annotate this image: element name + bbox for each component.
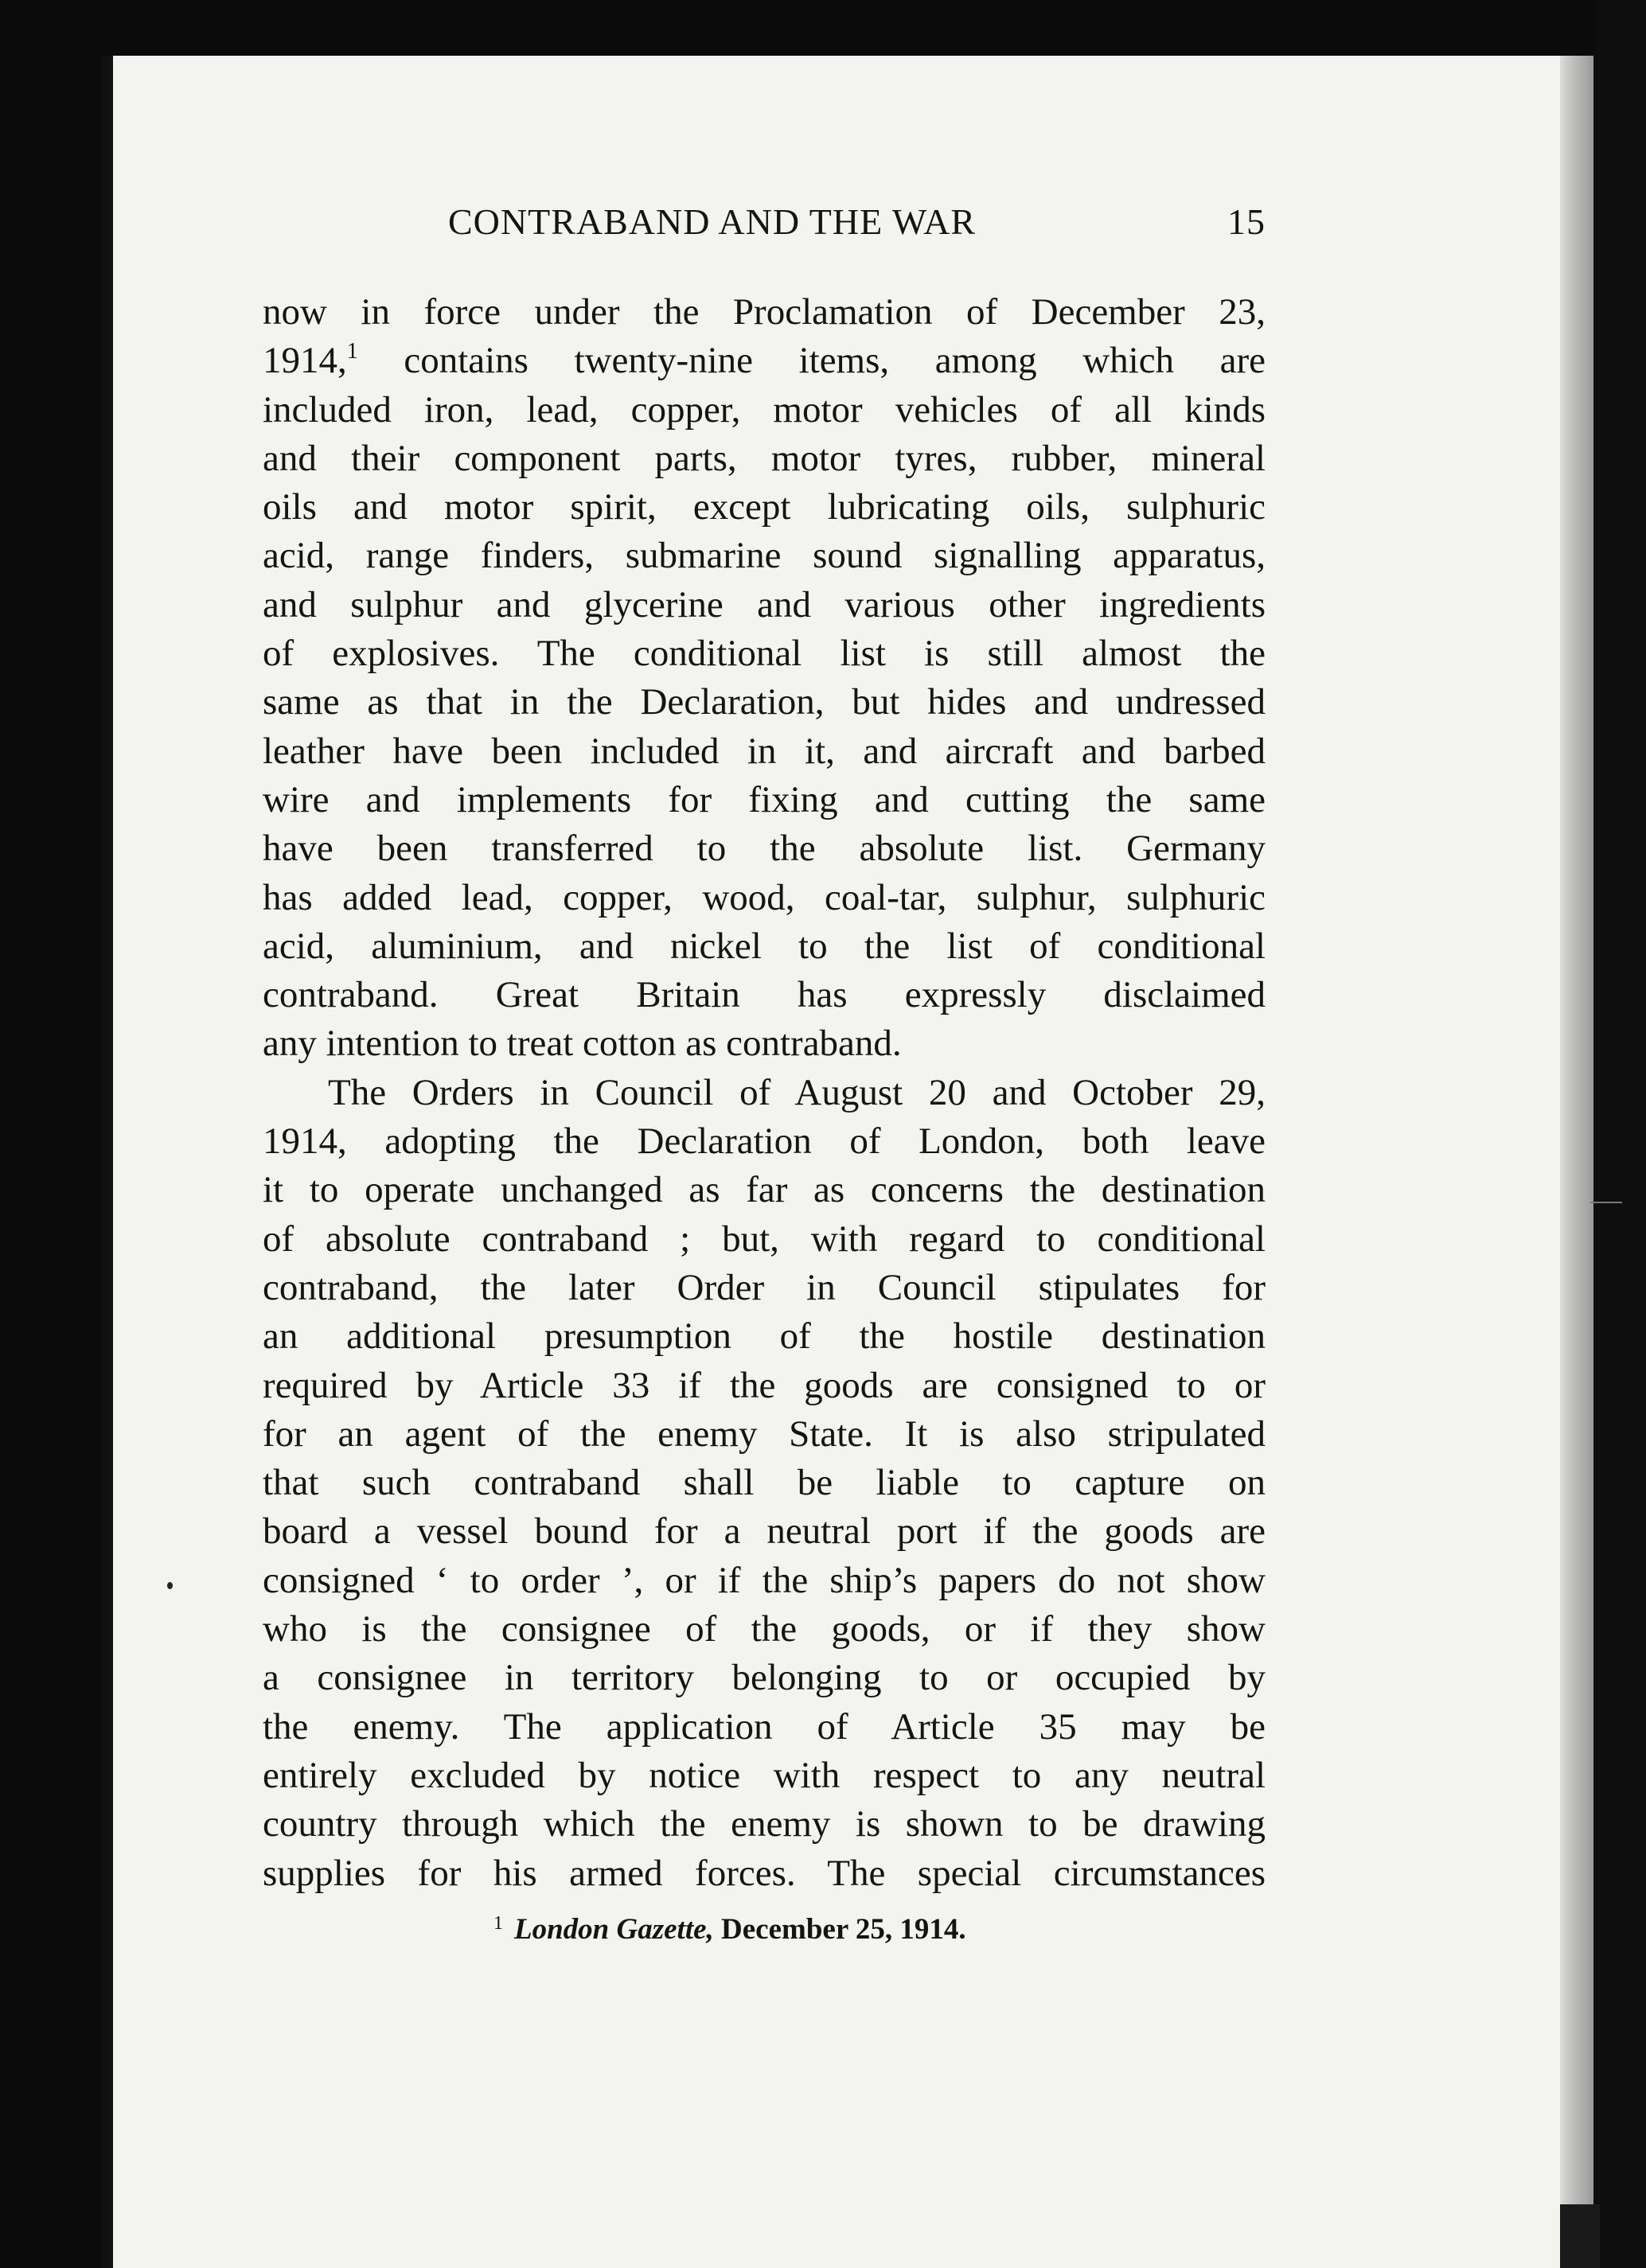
text-line: consigned ‘ to order ’, or if the ship’s papers do not show [263, 1559, 1266, 1601]
page-fore-edge [1560, 56, 1593, 2220]
running-title: CONTRABAND AND THE WAR [448, 201, 977, 242]
text-line: leather have been included in it, and aircraft and barbed [263, 730, 1266, 772]
running-header [263, 201, 1266, 256]
text-line: acid, range finders, submarine sound signalling apparatus, [263, 535, 1266, 577]
text-line: has added lead, copper, wood, coal-tar, sulphur, sulphuric [263, 876, 1266, 918]
footnote-marker: 1 [493, 1912, 503, 1934]
text-line: oils and motor spirit, except lubricating oils, sulphuric [263, 486, 1266, 528]
text-line: same as that in the Declaration, but hides and undressed [263, 681, 1266, 723]
text-line: board a vessel bound for a neutral port if the goods are [263, 1510, 1266, 1553]
text-line: acid, aluminium, and nickel to the list of conditional [263, 925, 1266, 967]
text-line: who is the consignee of the goods, or if they show [263, 1608, 1266, 1650]
text-line: and their component parts, motor tyres, rubber, mineral [263, 437, 1266, 479]
text-line: it to operate unchanged as far as concerns the destination [263, 1169, 1266, 1211]
text-line: required by Article 33 if the goods are consigned to or [263, 1364, 1266, 1406]
footnote-date: December 25, 1914. [721, 1912, 966, 1946]
page-text [263, 201, 1266, 1947]
paragraph-2 [263, 1069, 1266, 1898]
footnote [263, 1912, 1266, 1947]
text-line: the enemy. The application of Article 35 may be [263, 1705, 1266, 1748]
text-line: contraband. Great Britain has expressly disclaimed [263, 974, 1266, 1016]
paragraph-1 [263, 288, 1266, 1069]
page-gutter-shadow [102, 56, 113, 2268]
text-line: that such contraband shall be liable to capture on [263, 1462, 1266, 1504]
scan-background-right [1593, 0, 1646, 2268]
text-line: entirely excluded by notice with respect to any neutral [263, 1754, 1266, 1796]
scan-speck [167, 1582, 173, 1589]
text-span: contains twenty-nine items, among which are [404, 340, 1266, 382]
text-line [263, 337, 1266, 385]
text-line: country through which the enemy is shown to be drawing [263, 1803, 1266, 1845]
text-line: an additional presumption of the hostile destination [263, 1315, 1266, 1358]
text-line: have been transferred to the absolute list. Germany [263, 828, 1266, 870]
text-line: of absolute contraband ; but, with regard to conditional [263, 1218, 1266, 1260]
text-line: a consignee in territory belonging to or occupied by [263, 1657, 1266, 1699]
text-span: 1914, [263, 340, 347, 382]
text-line: contraband, the later Order in Council stipulates for [263, 1266, 1266, 1308]
text-line: of explosives. The conditional list is still almost the [263, 633, 1266, 675]
scan-corner-shadow [1560, 2204, 1600, 2268]
text-line: and sulphur and glycerine and various other ingredients [263, 583, 1266, 625]
text-line: supplies for his armed forces. The special circumstances [263, 1852, 1266, 1894]
body-text [263, 288, 1266, 1898]
text-line: for an agent of the enemy State. It is also stripulated [263, 1413, 1266, 1455]
text-line: wire and implements for fixing and cutting the same [263, 778, 1266, 820]
footnote-source: London Gazette, [514, 1912, 714, 1946]
text-line: The Orders in Council of August 20 and October 29, [328, 1071, 1266, 1113]
text-line: now in force under the Proclamation of December 23, [263, 291, 1266, 333]
footnote-ref: 1 [346, 339, 358, 364]
page-number: 15 [1227, 201, 1266, 242]
text-line: any intention to treat cotton as contraband. [263, 1023, 902, 1065]
text-line: included iron, lead, copper, motor vehicles of all kinds [263, 388, 1266, 431]
text-line: 1914, adopting the Declaration of London, both leave [263, 1120, 1266, 1163]
edge-mark [1590, 1202, 1622, 1203]
